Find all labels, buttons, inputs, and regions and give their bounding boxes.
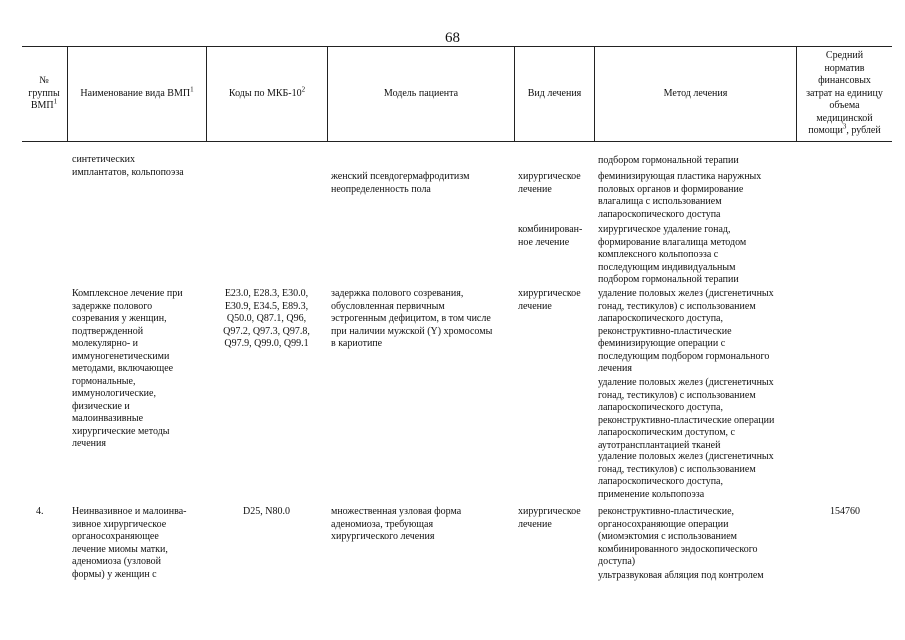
row3-average-cost: 154760 (830, 506, 860, 517)
row1-treatment-type-1: хирургическое лечение (518, 171, 581, 195)
page-number: 68 (445, 30, 460, 46)
row1-method-1: подбором гормональной терапии (598, 155, 739, 166)
row3-patient-model: множественная узловая форма аденомиоза, требующая хирургического лечения (331, 506, 462, 542)
header-group-number: № группы ВМП$^1$ (28, 75, 60, 112)
row3-method-1: реконструктивно-пластические, органосохраняющие операции (миомэктомия с использованием комбинированного эндоскопического доступа) (598, 506, 758, 567)
row3-method-2: ультразвуковая абляция под контролем (598, 570, 764, 581)
row2-method-3: удаление половых желез (дисгенетичных гонад, тестикулов) с использованием лапароскопического доступа, применение кольпопоэза (598, 451, 774, 500)
row2-patient-model: задержка полового созревания, обусловленная первичным эстрогенным дефицитом, в том числе при наличии мужской (Y) хромосомы в кариотипе (331, 288, 493, 349)
row3-treatment-type: хирургическое лечение (518, 506, 581, 530)
header-icd-codes: Коды по МКБ-$10^2$ (228, 85, 306, 99)
row1-patient-model: женский псевдогермафродитизм неопределенность пола (331, 171, 470, 195)
row2-method-2: удаление половых желез (дисгенетичных гонад, тестикулов) с использованием лапароскопического доступа, реконструктивно-пластические операции лапароскопическим доступом, с аутотрансплантацией тканей (598, 377, 775, 451)
row1-vmp-name: синтетических имплантатов, кольпопоэза (72, 154, 184, 178)
header-treatment-type: Вид лечения (527, 87, 582, 99)
header-treatment-method: Метод лечения (663, 87, 728, 99)
row3-vmp-name: Неинвазивное и малоинва- зивное хирургическое органосохраняющее лечение миомы матки, аденомиоза (узловой формы) у женщин с (72, 506, 187, 580)
row3-icd-codes: D25, N80.0 (243, 506, 290, 517)
row3-group-number: 4. (36, 506, 44, 517)
header-patient-model: Модель пациента (383, 87, 459, 99)
row1-method-2: феминизирующая пластика наружных половых органов и формирование влагалища с использованием лапароскопического доступа (598, 171, 762, 220)
row2-icd-codes: E23.0, E28.3, E30.0, E30.9, E34.5, E89.3, Q50.0, Q87.1, Q96, Q97.2, Q97.3, Q97.8, Q97.9, Q99.0, Q99.1 (223, 288, 310, 349)
row2-vmp-name: Комплексное лечение при задержке полового созревания у женщин, подтвержденной молекулярно- и иммуногенетическими методами, включающее гормональные, иммунологические, физические и малоинвазивные хирургические методы лечения (72, 288, 183, 449)
header-average-cost: Средний норматив финансовых затрат на единицу объема медицинской помощи$^3$, рублей (806, 50, 883, 137)
row1-treatment-type-2: комбинирован- ное лечение (518, 224, 583, 248)
row2-treatment-type: хирургическое лечение (518, 288, 581, 312)
row2-method-1: удаление половых желез (дисгенетичных гонад, тестикулов) с использованием лапароскопического доступа, реконструктивно-пластические феминизирующие операции с последующим подбором гормонального лечения (598, 288, 774, 374)
row1-method-3: хирургическое удаление гонад, формирование влагалища методом комплексного кольпопоэза с последующим индивидуальным подбором гормональной терапии (598, 224, 747, 285)
header-vmp-name: Наименование вида ВМП$^1$ (80, 85, 194, 99)
